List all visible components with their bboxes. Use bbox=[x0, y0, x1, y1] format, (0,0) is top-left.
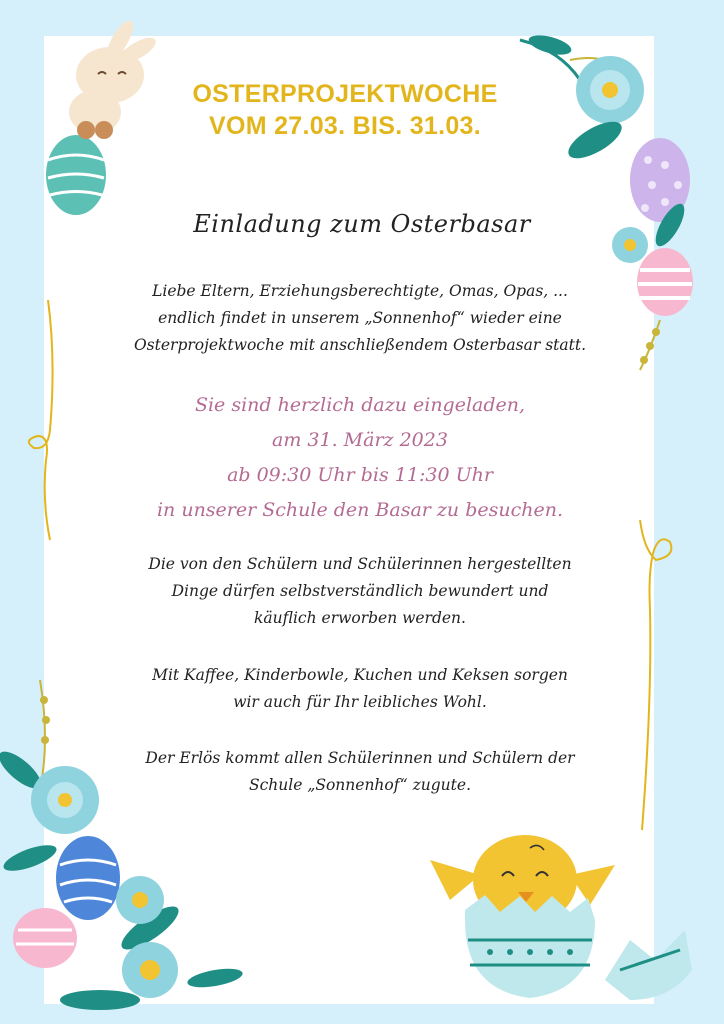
intro-line: endlich findet in unserem „Sonnenhof“ wieder eine bbox=[158, 309, 562, 327]
intro-paragraph bbox=[40, 278, 680, 359]
refreshments-paragraph bbox=[40, 662, 680, 716]
products-line: käuflich erworben werden. bbox=[254, 609, 466, 627]
invitation-date: am 31. März 2023 bbox=[272, 429, 448, 451]
products-paragraph bbox=[40, 551, 680, 632]
invitation-line: in unserer Schule den Basar zu besuchen. bbox=[156, 499, 563, 521]
header-line-1: OSTERPROJEKTWOCHE bbox=[192, 80, 498, 108]
refreshments-line: wir auch für Ihr leibliches Wohl. bbox=[233, 693, 487, 711]
intro-line: Osterprojektwoche mit anschließendem Osterbasar statt. bbox=[133, 336, 587, 354]
proceeds-line: Der Erlös kommt allen Schülerinnen und Schülern der bbox=[145, 749, 575, 767]
chick-egg-illustration bbox=[430, 820, 700, 1010]
project-week-header bbox=[140, 78, 550, 142]
products-line: Die von den Schülern und Schülerinnen hergestellten bbox=[148, 555, 572, 573]
header-line-2: VOM 27.03. BIS. 31.03. bbox=[208, 112, 482, 140]
invitation-line: Sie sind herzlich dazu eingeladen, bbox=[194, 394, 526, 416]
invitation-paragraph bbox=[40, 388, 680, 528]
products-line: Dinge dürfen selbstverständlich bewundert und bbox=[171, 582, 549, 600]
refreshments-line: Mit Kaffee, Kinderbowle, Kuchen und Keksen sorgen bbox=[152, 666, 568, 684]
page-title: Einladung zum Osterbasar bbox=[193, 210, 531, 238]
intro-line: Liebe Eltern, Erziehungsberechtigte, Omas, Opas, ... bbox=[152, 282, 568, 300]
flowers-eggs-bottom-left-illustration bbox=[0, 680, 250, 1020]
invitation-time: ab 09:30 Uhr bis 11:30 Uhr bbox=[227, 464, 493, 486]
proceeds-paragraph bbox=[40, 745, 680, 799]
proceeds-line: Schule „Sonnenhof“ zugute. bbox=[249, 776, 471, 794]
